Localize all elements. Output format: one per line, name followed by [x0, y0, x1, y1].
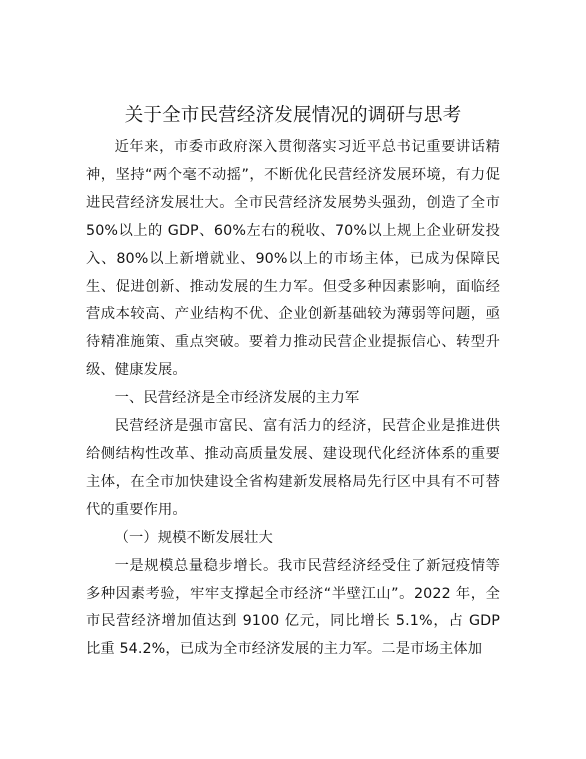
- subsection-paragraph: 一是规模总量稳步增长。我市民营经济经受住了新冠疫情等多种因素考验，牢牢支撑起全市经济“半壁江山”。2022 年，全市民营经济增加值达到 9100 亿元，同比增长 5.1%，占 GDP 比重 54.2%，已成为全市经济发展的主力军。二是市场主体加: [86, 557, 500, 658]
- section-paragraph: 民营经济是强市富民、富有活力的经济，民营企业是推进供给侧结构性改革、推动高质量发展、建设现代化经济体系的重要主体，在全市加快建设全省构建新发展格局先行区中具有不可替代的重要作用。: [86, 418, 500, 518]
- subsection-heading: （一）规模不断发展壮大: [114, 529, 273, 546]
- section-heading: 一、民营经济是全市经济发展的主力军: [114, 390, 360, 407]
- document-title: 关于全市民营经济发展情况的调研与思考: [124, 105, 462, 126]
- intro-paragraph: 近年来，市委市政府深入贯彻落实习近平总书记重要讲话精神，坚持“两个毫不动摇”，不断优化民营经济发展环境，有力促进民营经济发展壮大。全市民营经济发展势头强劲，创造了全市 50%以上的 GDP、60%左右的税收、70%以上规上企业研发投入、80%以上新增就业、90%以上的市场主体，已成为保障民生、促进创新、推动发展的生力军。但受多种因素影响，面临经营成本较高、产业结构不优、企业创新基础较为薄弱等问题，亟待精准施策、重点突破。要着力推动民营企业提振信心、转型升级、健康发展。: [86, 139, 500, 379]
- document-body: [86, 134, 500, 664]
